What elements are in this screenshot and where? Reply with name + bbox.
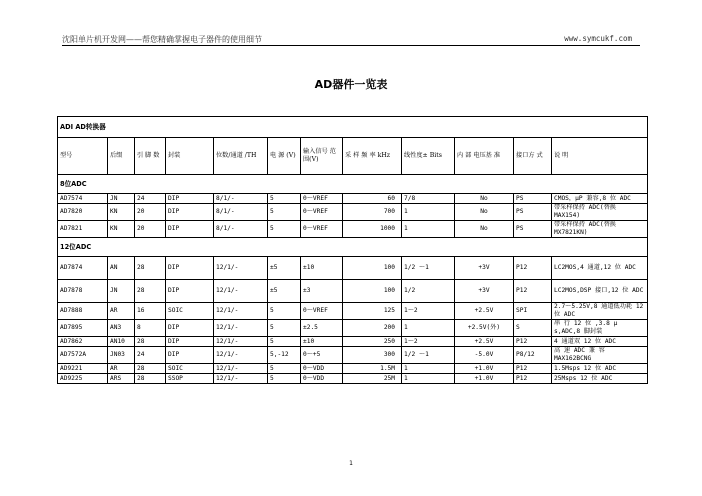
table-row bbox=[58, 374, 648, 384]
table-cell: ±5 bbox=[268, 280, 301, 303]
table-cell: AR bbox=[108, 364, 135, 374]
table-cell: 28 bbox=[135, 257, 166, 280]
table-cell: KN bbox=[108, 204, 135, 221]
section-title: 8位ADC bbox=[58, 175, 648, 194]
table-cell: 0～VDD bbox=[301, 364, 343, 374]
section-row bbox=[58, 238, 648, 257]
column-header: 接口方 式 bbox=[514, 138, 552, 175]
table-cell: 1.5M bbox=[343, 364, 402, 374]
table-cell: PS bbox=[514, 194, 552, 204]
table-cell: ±3 bbox=[301, 280, 343, 303]
table-row bbox=[58, 320, 648, 337]
table-cell: 0～VDD bbox=[301, 374, 343, 384]
header-url[interactable]: www.symcukf.com bbox=[564, 34, 632, 43]
table-cell: -5.0V bbox=[455, 347, 514, 364]
table-cell: P12 bbox=[514, 364, 552, 374]
table-cell: 带采样保持 ADC(替换 MAX154) bbox=[552, 204, 648, 221]
table-cell: DIP bbox=[166, 347, 214, 364]
table-cell: ±5 bbox=[268, 257, 301, 280]
table-cell: DIP bbox=[166, 337, 214, 347]
table-cell: CMOS，μP 兼容,8 位 ADC bbox=[552, 194, 648, 204]
table-cell: P12 bbox=[514, 374, 552, 384]
column-header: 封装 bbox=[166, 138, 214, 175]
table-cell: 0～VREF bbox=[301, 221, 343, 238]
table-cell: 7/8 bbox=[402, 194, 455, 204]
table-cell: 5 bbox=[268, 320, 301, 337]
column-header: 位数/通道 /TH bbox=[214, 138, 268, 175]
table-cell: AN bbox=[108, 257, 135, 280]
table-cell: +1.0V bbox=[455, 364, 514, 374]
table-cell: +2.5V bbox=[455, 337, 514, 347]
table-cell: AD9221 bbox=[58, 364, 108, 374]
table-cell: 4 通道双 12 位 ADC bbox=[552, 337, 648, 347]
table-cell: AR bbox=[108, 303, 135, 320]
table-cell: +2.5V bbox=[455, 303, 514, 320]
document-title: AD器件一览表 bbox=[314, 78, 388, 91]
table-cell: 12/1/- bbox=[214, 347, 268, 364]
table-cell: 12/1/- bbox=[214, 303, 268, 320]
table-cell: ARS bbox=[108, 374, 135, 384]
table-row bbox=[58, 194, 648, 204]
table-cell: +3V bbox=[455, 280, 514, 303]
table-row bbox=[58, 280, 648, 303]
table-cell: No bbox=[455, 221, 514, 238]
table-cell: 20 bbox=[135, 221, 166, 238]
table-cell: ±10 bbox=[301, 257, 343, 280]
table-cell: AD7878 bbox=[58, 280, 108, 303]
table-cell: 100 bbox=[343, 257, 402, 280]
column-header: 采 样 频 率 kHz bbox=[343, 138, 402, 175]
table-cell: 8/1/- bbox=[214, 194, 268, 204]
table-cell: ±2.5 bbox=[301, 320, 343, 337]
table-cell: 12/1/- bbox=[214, 320, 268, 337]
table-row bbox=[58, 257, 648, 280]
ad-device-table bbox=[57, 116, 648, 384]
column-header: 型号 bbox=[58, 138, 108, 175]
table-cell: 5 bbox=[268, 364, 301, 374]
table-cell: DIP bbox=[166, 194, 214, 204]
section-title: ADI AD转换器 bbox=[58, 117, 648, 138]
table-cell: P12 bbox=[514, 257, 552, 280]
table-cell: 5 bbox=[268, 337, 301, 347]
table-cell: DIP bbox=[166, 280, 214, 303]
table-row bbox=[58, 347, 648, 364]
table-cell: +1.0V bbox=[455, 374, 514, 384]
table-cell: SSOP bbox=[166, 374, 214, 384]
table-cell: LC2MOS,4 通道,12 位 ADC bbox=[552, 257, 648, 280]
table-cell: 1/2 bbox=[402, 280, 455, 303]
column-header: 后缀 bbox=[108, 138, 135, 175]
table-cell: DIP bbox=[166, 221, 214, 238]
table-cell: 带采样保持 ADC(替换 MX7821KN) bbox=[552, 221, 648, 238]
column-header: 引 脚 数 bbox=[135, 138, 166, 175]
table-cell: DIP bbox=[166, 320, 214, 337]
table-cell: 28 bbox=[135, 364, 166, 374]
page-number: 1 bbox=[349, 460, 353, 467]
table-cell: 300 bbox=[343, 347, 402, 364]
table-row bbox=[58, 364, 648, 374]
table-cell: AD7820 bbox=[58, 204, 108, 221]
table-cell: AD7574 bbox=[58, 194, 108, 204]
table-cell: AD7862 bbox=[58, 337, 108, 347]
table-row bbox=[58, 221, 648, 238]
table-cell: 1 bbox=[402, 320, 455, 337]
table-cell: 0～+5 bbox=[301, 347, 343, 364]
table-cell: 8/1/- bbox=[214, 204, 268, 221]
table-cell: DIP bbox=[166, 204, 214, 221]
table-cell: 250 bbox=[343, 337, 402, 347]
table-cell: ±10 bbox=[301, 337, 343, 347]
table-cell: 5 bbox=[268, 303, 301, 320]
header-rule bbox=[62, 45, 640, 46]
column-header-row bbox=[58, 138, 648, 175]
table-cell: DIP bbox=[166, 257, 214, 280]
table-cell: P12 bbox=[514, 337, 552, 347]
table-cell: 25M bbox=[343, 374, 402, 384]
table-cell: 5 bbox=[268, 204, 301, 221]
table-cell: 20 bbox=[135, 204, 166, 221]
table-cell: 24 bbox=[135, 347, 166, 364]
table-cell: 5 bbox=[268, 374, 301, 384]
table-cell: No bbox=[455, 194, 514, 204]
table-cell: JN03 bbox=[108, 347, 135, 364]
table-cell: AD7572A bbox=[58, 347, 108, 364]
table-cell: 100 bbox=[343, 280, 402, 303]
table-cell: 1～2 bbox=[402, 303, 455, 320]
table-cell: 1 bbox=[402, 374, 455, 384]
table-cell: 高 速 ADC 兼 容 MAX162BCNG bbox=[552, 347, 648, 364]
table-cell: 1000 bbox=[343, 221, 402, 238]
section-row bbox=[58, 175, 648, 194]
table-cell: JN bbox=[108, 194, 135, 204]
table-cell: 28 bbox=[135, 337, 166, 347]
table-cell: 8 bbox=[135, 320, 166, 337]
table-cell: 串 行 12 位 ,3.8 μ s,ADC,8 脚封装 bbox=[552, 320, 648, 337]
table-cell: 1 bbox=[402, 204, 455, 221]
table-cell: 125 bbox=[343, 303, 402, 320]
table-cell: 200 bbox=[343, 320, 402, 337]
table-cell: 16 bbox=[135, 303, 166, 320]
table-cell: 0～VREF bbox=[301, 194, 343, 204]
section-row-main bbox=[58, 117, 648, 138]
table-cell: 12/1/- bbox=[214, 364, 268, 374]
table-cell: 8/1/- bbox=[214, 221, 268, 238]
table-cell: 24 bbox=[135, 194, 166, 204]
table-cell: AD9225 bbox=[58, 374, 108, 384]
table-cell: +2.5V(外) bbox=[455, 320, 514, 337]
table-cell: No bbox=[455, 204, 514, 221]
table-cell: 12/1/- bbox=[214, 280, 268, 303]
table-cell: 60 bbox=[343, 194, 402, 204]
column-header: 输入信号 范围(V) bbox=[301, 138, 343, 175]
table-cell: 28 bbox=[135, 280, 166, 303]
table-cell: 0～VREF bbox=[301, 303, 343, 320]
table-cell: 1 bbox=[402, 221, 455, 238]
table-cell: 1～2 bbox=[402, 337, 455, 347]
table-cell: P8/12 bbox=[514, 347, 552, 364]
section-title: 12位ADC bbox=[58, 238, 648, 257]
table-cell: AD7888 bbox=[58, 303, 108, 320]
table-cell: PS bbox=[514, 204, 552, 221]
table-cell: SOIC bbox=[166, 303, 214, 320]
column-header: 说 明 bbox=[552, 138, 648, 175]
table-cell: 1/2 ～1 bbox=[402, 347, 455, 364]
table-row bbox=[58, 204, 648, 221]
table-cell: AD7895 bbox=[58, 320, 108, 337]
table-cell: AD7874 bbox=[58, 257, 108, 280]
table-cell: PS bbox=[514, 221, 552, 238]
table-cell: 2.7～5.25V,8 通道低功耗 12 位 ADC bbox=[552, 303, 648, 320]
table-cell: 25Msps 12 位 ADC bbox=[552, 374, 648, 384]
table-cell: JN bbox=[108, 280, 135, 303]
table-cell: P12 bbox=[514, 280, 552, 303]
header-site-title: 沈阳单片机开发网——帮您精确掌握电子器件的使用细节 bbox=[62, 35, 262, 44]
table-cell: 12/1/- bbox=[214, 374, 268, 384]
table-cell: LC2MOS,DSP 接口,12 位 ADC bbox=[552, 280, 648, 303]
table-cell: SPI bbox=[514, 303, 552, 320]
column-header: 电 源 (V) bbox=[268, 138, 301, 175]
column-header: 线性度± Bits bbox=[402, 138, 455, 175]
table-cell: +3V bbox=[455, 257, 514, 280]
table-row bbox=[58, 303, 648, 320]
table-cell: 5 bbox=[268, 221, 301, 238]
table-cell: 1 bbox=[402, 364, 455, 374]
table-cell: 28 bbox=[135, 374, 166, 384]
table-cell: 5,-12 bbox=[268, 347, 301, 364]
table-cell: 0～VREF bbox=[301, 204, 343, 221]
column-header: 内 部 电压基 准 bbox=[455, 138, 514, 175]
table-cell: 12/1/- bbox=[214, 337, 268, 347]
table-cell: 700 bbox=[343, 204, 402, 221]
table-cell: AD7821 bbox=[58, 221, 108, 238]
table-cell: AN10 bbox=[108, 337, 135, 347]
table-cell: S bbox=[514, 320, 552, 337]
table-cell: 1/2 ～1 bbox=[402, 257, 455, 280]
table-cell: AN3 bbox=[108, 320, 135, 337]
table-cell: KN bbox=[108, 221, 135, 238]
table-cell: SOIC bbox=[166, 364, 214, 374]
table-cell: 5 bbox=[268, 194, 301, 204]
table-row bbox=[58, 337, 648, 347]
table-cell: 12/1/- bbox=[214, 257, 268, 280]
table-cell: 1.5Msps 12 位 ADC bbox=[552, 364, 648, 374]
